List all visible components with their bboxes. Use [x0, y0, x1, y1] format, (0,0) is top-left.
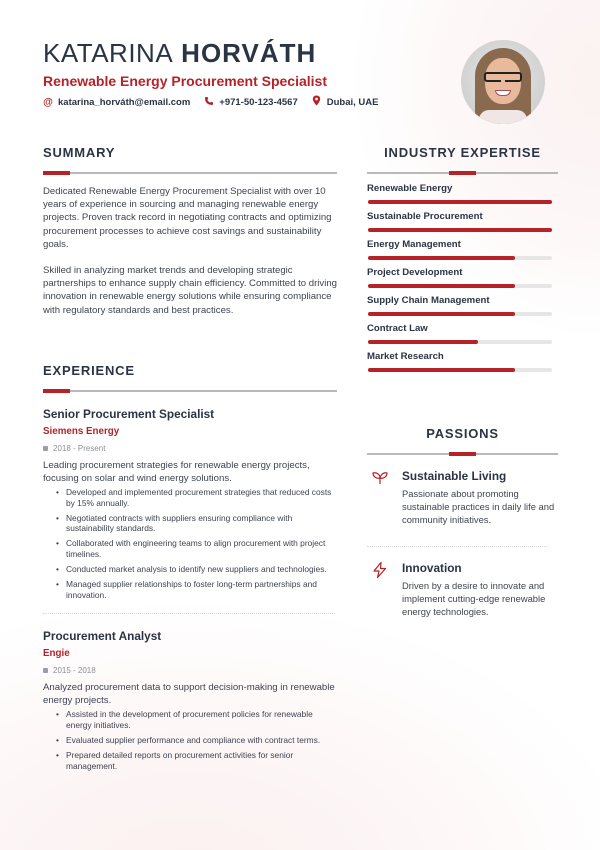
skill-item [367, 183, 558, 204]
skill-item [367, 323, 558, 344]
last-name: HORVÁTH [181, 38, 317, 68]
location-text: Dubai, UAE [326, 96, 379, 108]
achievement-item: • Developed and implemented procurement strategies that reduced costs by 15% annually. [58, 487, 337, 508]
skill-level-bar [368, 312, 552, 316]
expertise-section [367, 145, 558, 372]
passion-title: Innovation [402, 561, 462, 575]
job-dates: 2018 - Present [43, 444, 337, 453]
company-name: Siemens Energy [43, 426, 120, 437]
candidate-name [43, 38, 316, 69]
job-achievements [43, 709, 337, 771]
location-pin-icon [312, 95, 322, 109]
skill-name: Project Development [367, 267, 463, 278]
skill-name: Renewable Energy [367, 183, 453, 194]
job-position: Senior Procurement Specialist [43, 407, 215, 421]
skill-name: Supply Chain Management [367, 295, 490, 306]
skill-level-fill [368, 256, 515, 260]
job-dates: 2015 - 2018 [43, 666, 337, 675]
skill-level-fill [368, 340, 478, 344]
skill-item [367, 211, 558, 232]
skill-item [367, 267, 558, 288]
skill-name: Energy Management [367, 239, 461, 250]
skill-list [367, 183, 558, 372]
contact-info [43, 95, 378, 109]
passion-item [367, 469, 558, 547]
phone-text: +971-50-123-4567 [219, 96, 298, 108]
achievement-item: • Conducted market analysis to identify new suppliers and technologies. [58, 564, 337, 575]
email-text: katarina_horváth@email.com [58, 96, 191, 108]
resume-page [0, 0, 600, 130]
at-icon: @ [43, 96, 53, 108]
passion-item [367, 561, 558, 618]
summary-paragraph: Dedicated Renewable Energy Procurement Specialist with over 10 years of experience in sourcing and managing renewable energy projects. Proven track record in negotiating contracts and optimizing procurement processes to achieve cost savings and sustainability goals. [43, 186, 332, 250]
section-divider [367, 172, 558, 174]
achievement-item: • Assisted in the development of procurement policies for renewable energy initiatives. [58, 709, 337, 730]
skill-item [367, 295, 558, 316]
job-entry [43, 407, 337, 614]
contact-email[interactable] [43, 95, 190, 109]
contact-phone[interactable] [204, 95, 297, 109]
job-description: Analyzed procurement data to support decision-making in renewable energy projects. [43, 682, 335, 707]
skill-level-bar [368, 256, 552, 260]
skill-level-fill [368, 312, 515, 316]
skill-level-fill [368, 228, 552, 232]
skill-name: Sustainable Procurement [367, 211, 483, 222]
passion-separator [367, 546, 547, 547]
calendar-icon [43, 668, 48, 673]
phone-icon [204, 96, 214, 109]
section-divider [43, 390, 337, 392]
achievement-item: • Collaborated with engineering teams to align procurement with project timelines. [58, 538, 337, 559]
section-title-passions: PASSIONS [426, 426, 499, 441]
passion-title: Sustainable Living [402, 469, 507, 483]
contact-location [312, 95, 379, 109]
section-title-summary: SUMMARY [43, 145, 116, 160]
section-title-experience: EXPERIENCE [43, 363, 135, 378]
skill-item [367, 351, 558, 372]
calendar-icon [43, 446, 48, 451]
section-title-expertise: INDUSTRY EXPERTISE [384, 145, 541, 160]
job-title: Renewable Energy Procurement Specialist [43, 73, 327, 89]
summary-paragraph: Skilled in analyzing market trends and developing strategic partnerships to enhance supply chain efficiency. Committed to driving innovation in renewable energy solutions while ensuring compliance with regulatory standards and best practices. [43, 265, 338, 316]
skill-name: Market Research [367, 351, 444, 362]
resume-header [43, 0, 600, 130]
section-divider [367, 453, 558, 455]
skill-item [367, 239, 558, 260]
skill-level-bar [368, 340, 552, 344]
skill-level-fill [368, 284, 515, 288]
skill-level-bar [368, 368, 552, 372]
job-achievements [43, 487, 337, 600]
job-separator [43, 613, 335, 614]
skill-level-bar [368, 284, 552, 288]
passion-description: Driven by a desire to innovate and implement cutting-edge renewable energy technologies. [402, 580, 546, 617]
company-name: Engie [43, 648, 70, 660]
leaves-icon [371, 469, 389, 487]
job-position: Procurement Analyst [43, 629, 162, 644]
profile-photo [461, 40, 545, 124]
summary-section [43, 145, 337, 317]
achievement-item: • Prepared detailed reports on procurement activities for senior management. [58, 750, 337, 771]
section-divider [43, 172, 337, 174]
skill-level-bar [368, 200, 552, 204]
first-name: KATARINA [43, 38, 174, 68]
passions-section [367, 426, 558, 618]
skill-level-fill [368, 368, 515, 372]
experience-section [43, 363, 337, 776]
achievement-item: • Evaluated supplier performance and compliance with contract terms. [58, 735, 337, 746]
achievement-item: • Managed supplier relationships to foster long-term partnerships and innovation. [58, 579, 337, 600]
job-entry [43, 629, 337, 771]
skill-name: Contract Law [367, 323, 428, 334]
job-description: Leading procurement strategies for renewable energy projects, focusing on solar and wind energy solutions. [43, 460, 310, 484]
passion-description: Passionate about promoting sustainable practices in daily life and community initiatives. [402, 488, 555, 525]
skill-level-fill [368, 200, 552, 204]
skill-level-bar [368, 228, 552, 232]
achievement-item: • Negotiated contracts with suppliers ensuring compliance with sustainability standards. [58, 513, 337, 534]
lightning-icon [371, 561, 389, 579]
